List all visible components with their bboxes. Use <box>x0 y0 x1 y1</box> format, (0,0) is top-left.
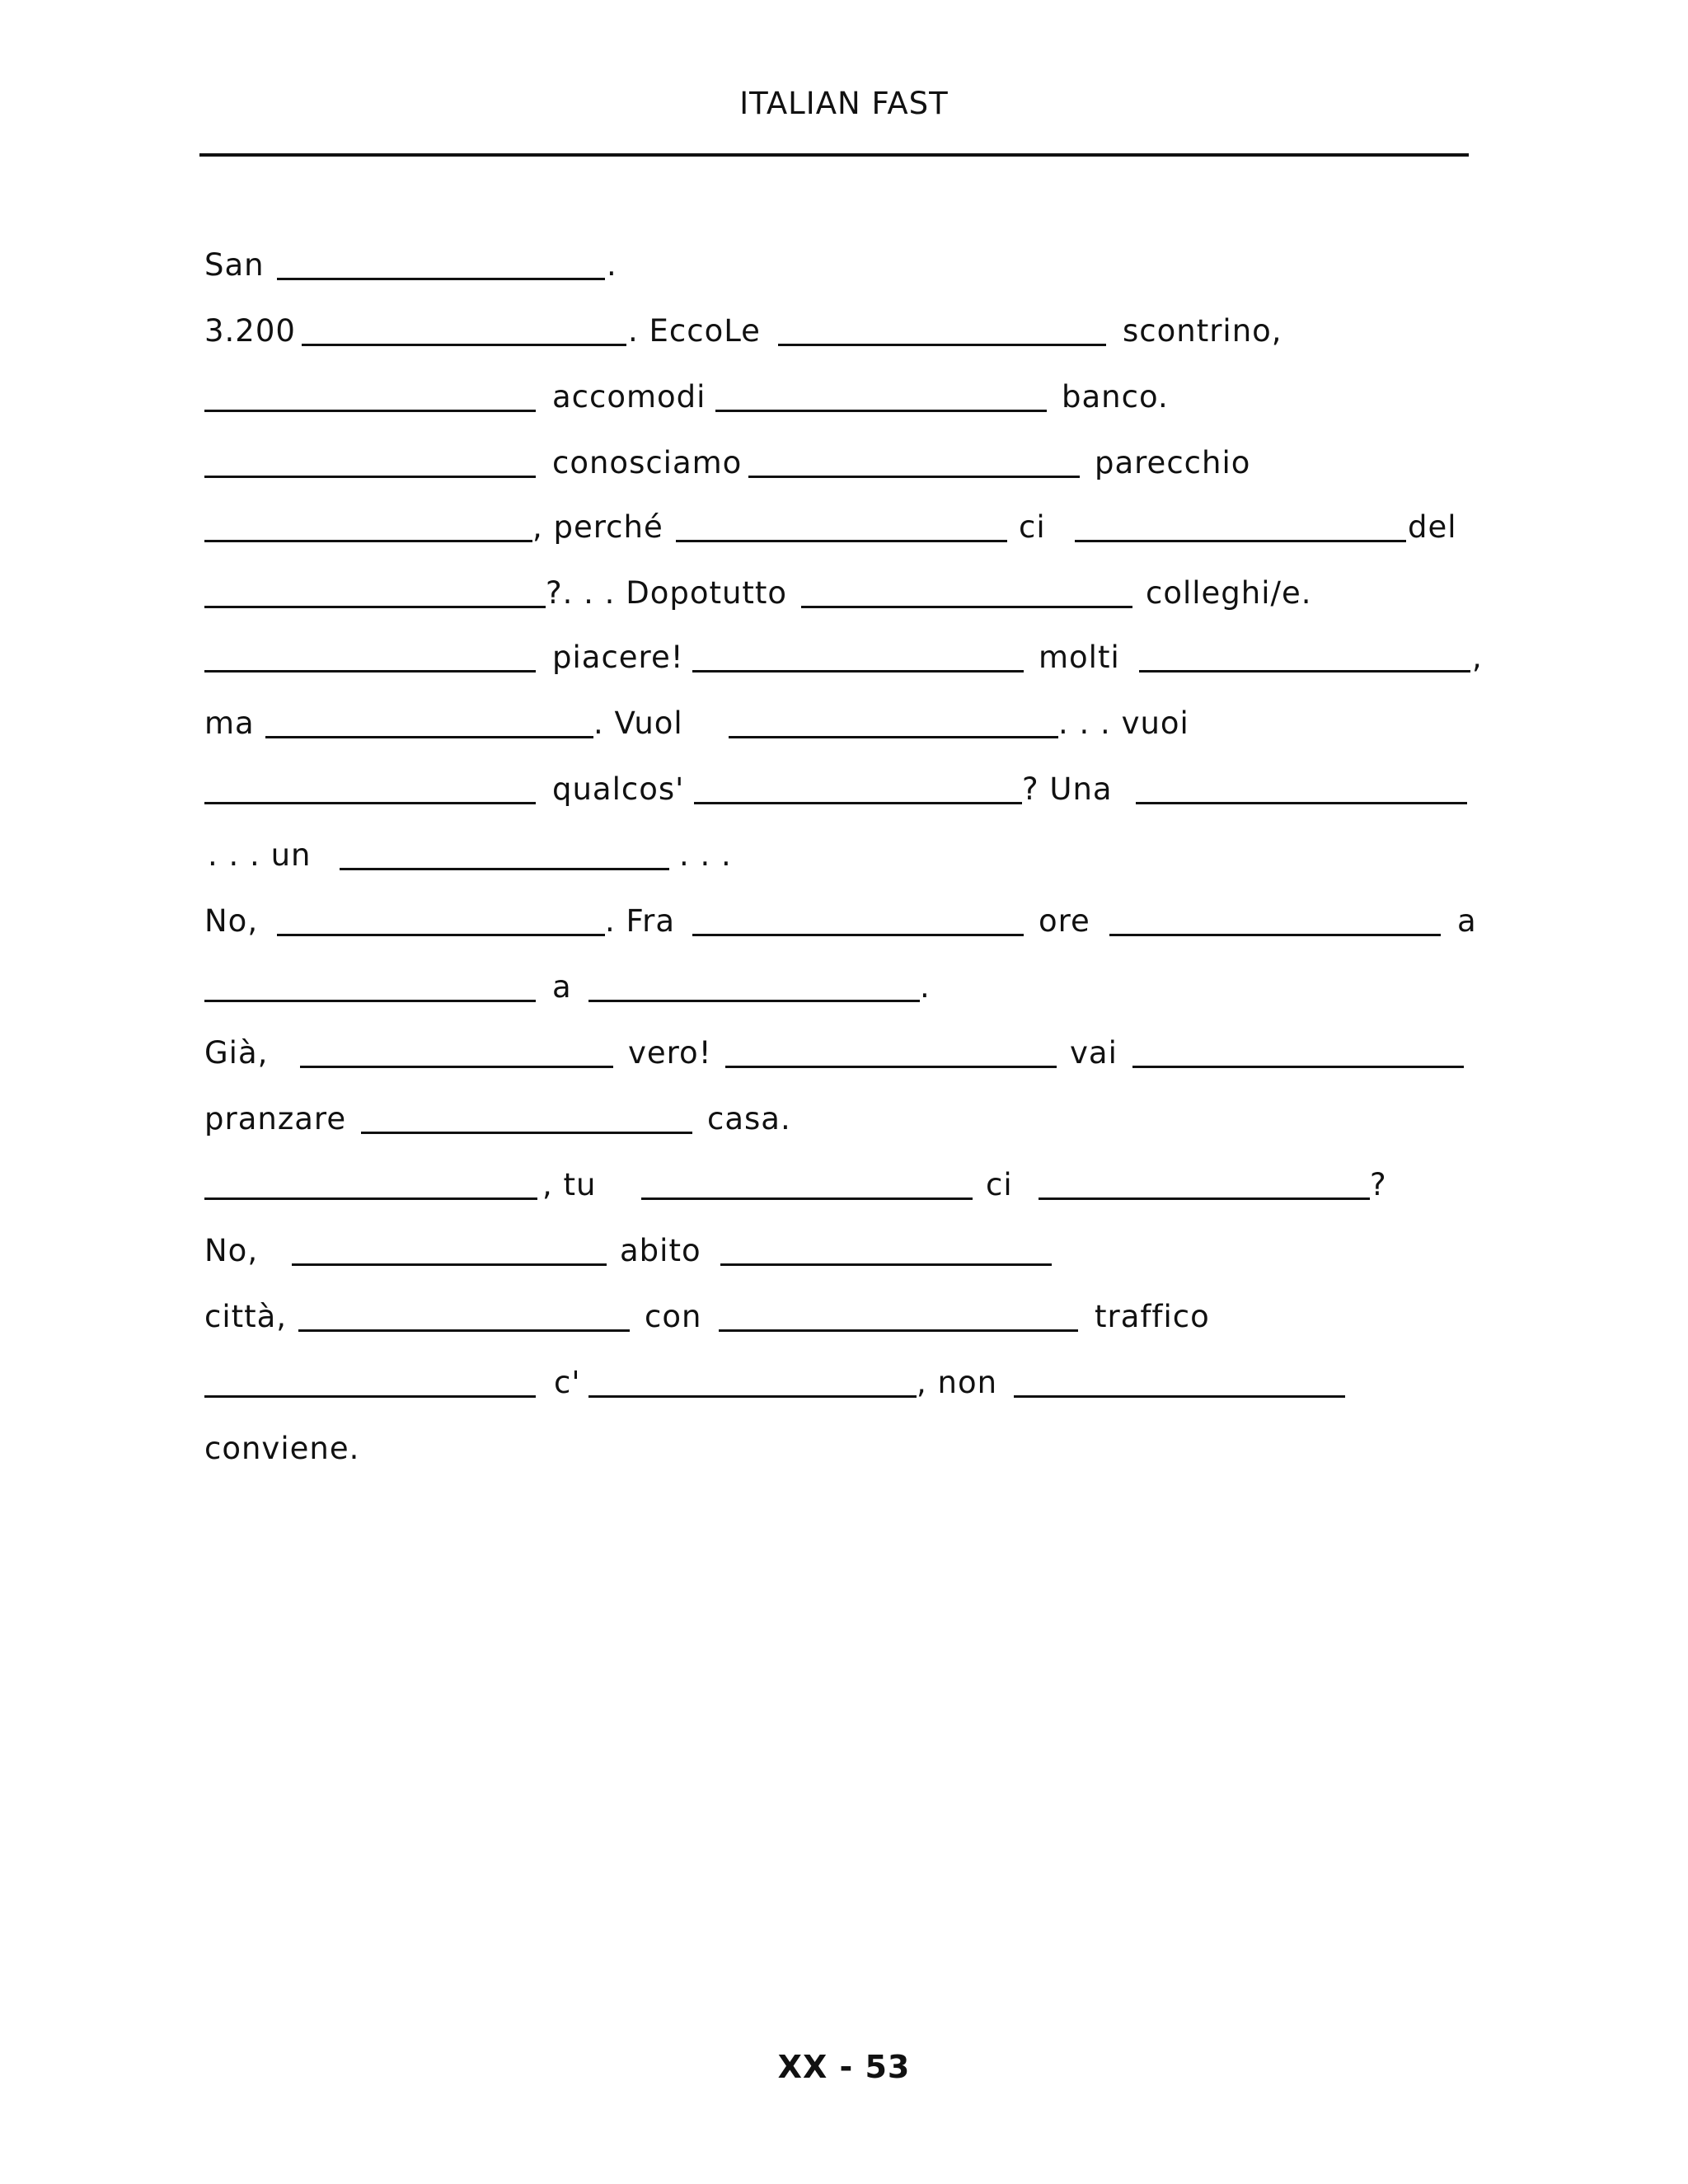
answer-blank[interactable] <box>801 606 1132 608</box>
answer-blank[interactable] <box>715 410 1047 412</box>
line-15-text: , tu <box>542 1167 597 1202</box>
answer-blank[interactable] <box>302 344 626 346</box>
line-8-text: . . . vuoi <box>1058 705 1189 741</box>
line-14-text: pranzare <box>204 1101 347 1137</box>
answer-blank[interactable] <box>1014 1395 1345 1398</box>
answer-blank[interactable] <box>692 670 1024 673</box>
line-9-text: qualcos' <box>552 771 685 807</box>
page-header: ITALIAN FAST <box>739 86 949 121</box>
answer-blank[interactable] <box>300 1066 613 1068</box>
line-14-text: casa. <box>707 1101 791 1137</box>
line-15-text: ? <box>1370 1167 1387 1202</box>
answer-blank[interactable] <box>204 802 536 804</box>
line-18-text: c' <box>554 1365 581 1400</box>
line-4-text: parecchio <box>1095 445 1251 480</box>
answer-blank[interactable] <box>729 736 1058 738</box>
line-8-text: ma <box>204 705 255 741</box>
line-2-text: . EccoLe <box>628 313 761 349</box>
exercise-line-11 <box>204 895 1490 944</box>
line-19-text: conviene. <box>204 1431 360 1466</box>
answer-blank[interactable] <box>340 868 669 870</box>
line-13-text: Già, <box>204 1035 269 1071</box>
exercise-line-16 <box>204 1225 1490 1274</box>
answer-blank[interactable] <box>277 934 605 936</box>
line-13-text: vai <box>1070 1035 1118 1071</box>
exercise-line-17 <box>204 1291 1490 1340</box>
answer-blank[interactable] <box>204 670 536 673</box>
answer-blank[interactable] <box>204 1197 537 1200</box>
line-15-text: ci <box>986 1167 1013 1202</box>
exercise-line-15 <box>204 1159 1490 1208</box>
answer-blank[interactable] <box>692 934 1024 936</box>
line-6-text: ?. . . Dopotutto <box>546 575 788 611</box>
answer-blank[interactable] <box>1039 1197 1370 1200</box>
line-2-text: 3.200 <box>204 313 296 349</box>
answer-blank[interactable] <box>588 1395 917 1398</box>
answer-blank[interactable] <box>204 410 536 412</box>
line-4-text: conosciamo <box>552 445 743 480</box>
answer-blank[interactable] <box>204 1395 536 1398</box>
line-8-text: . Vuol <box>593 705 683 741</box>
answer-blank[interactable] <box>720 1263 1052 1266</box>
answer-blank[interactable] <box>1075 540 1406 542</box>
answer-blank[interactable] <box>1136 802 1467 804</box>
page-number: XX - 53 <box>777 2049 911 2085</box>
exercise-line-13 <box>204 1027 1490 1076</box>
answer-blank[interactable] <box>748 476 1080 478</box>
exercise-line-12 <box>204 961 1490 1010</box>
answer-blank[interactable] <box>1132 1066 1464 1068</box>
line-13-text: vero! <box>628 1035 712 1071</box>
answer-blank[interactable] <box>204 606 546 608</box>
line-11-text: ore <box>1039 903 1090 939</box>
answer-blank[interactable] <box>778 344 1106 346</box>
exercise-line-1 <box>204 239 1490 288</box>
line-16-text: abito <box>620 1233 701 1268</box>
line-5-text: , perché <box>532 509 663 545</box>
exercise-line-6 <box>204 567 1490 616</box>
answer-blank[interactable] <box>204 476 536 478</box>
line-1-text: . <box>607 247 617 283</box>
answer-blank[interactable] <box>676 540 1007 542</box>
line-7-text: piacere! <box>552 640 684 675</box>
line-11-text: . Fra <box>605 903 675 939</box>
line-18-text: , non <box>917 1365 998 1400</box>
answer-blank[interactable] <box>292 1263 607 1266</box>
answer-blank[interactable] <box>277 278 605 280</box>
answer-blank[interactable] <box>298 1329 630 1332</box>
exercise-line-2 <box>204 305 1490 354</box>
exercise-line-7 <box>204 631 1490 681</box>
answer-blank[interactable] <box>641 1197 973 1200</box>
line-3-text: banco. <box>1062 379 1169 415</box>
line-7-text: , <box>1472 640 1483 675</box>
answer-blank[interactable] <box>1139 670 1470 673</box>
answer-blank[interactable] <box>719 1329 1078 1332</box>
exercise-line-4 <box>204 437 1490 486</box>
line-12-text: a <box>552 969 572 1005</box>
exercise-line-5 <box>204 501 1490 551</box>
line-10-text: . . . <box>679 837 732 873</box>
answer-blank[interactable] <box>204 540 532 542</box>
exercise-line-10 <box>204 829 1490 879</box>
line-12-text: . <box>920 969 931 1005</box>
answer-blank[interactable] <box>265 736 593 738</box>
exercise-line-8 <box>204 697 1490 747</box>
line-17-text: traffico <box>1095 1299 1210 1334</box>
answer-blank[interactable] <box>204 1000 536 1002</box>
answer-blank[interactable] <box>588 1000 920 1002</box>
answer-blank[interactable] <box>694 802 1022 804</box>
exercise-line-9 <box>204 763 1490 813</box>
answer-blank[interactable] <box>1109 934 1441 936</box>
exercise-line-14 <box>204 1093 1490 1142</box>
line-11-text: a <box>1457 903 1477 939</box>
line-7-text: molti <box>1039 640 1120 675</box>
line-10-text: . . . un <box>208 837 312 873</box>
line-2-text: scontrino, <box>1123 313 1282 349</box>
line-17-text: con <box>645 1299 702 1334</box>
line-3-text: accomodi <box>552 379 706 415</box>
line-5-text: del <box>1408 509 1457 545</box>
line-11-text: No, <box>204 903 259 939</box>
line-1-text: San <box>204 247 265 283</box>
line-5-text: ci <box>1019 509 1046 545</box>
line-17-text: città, <box>204 1299 288 1334</box>
answer-blank[interactable] <box>361 1132 692 1134</box>
line-16-text: No, <box>204 1233 259 1268</box>
line-6-text: colleghi/e. <box>1146 575 1312 611</box>
header-divider <box>199 153 1469 157</box>
exercise-line-18 <box>204 1357 1490 1406</box>
exercise-line-3 <box>204 371 1490 420</box>
answer-blank[interactable] <box>725 1066 1057 1068</box>
exercise-line-19 <box>204 1422 1490 1472</box>
line-9-text: ? Una <box>1022 771 1113 807</box>
